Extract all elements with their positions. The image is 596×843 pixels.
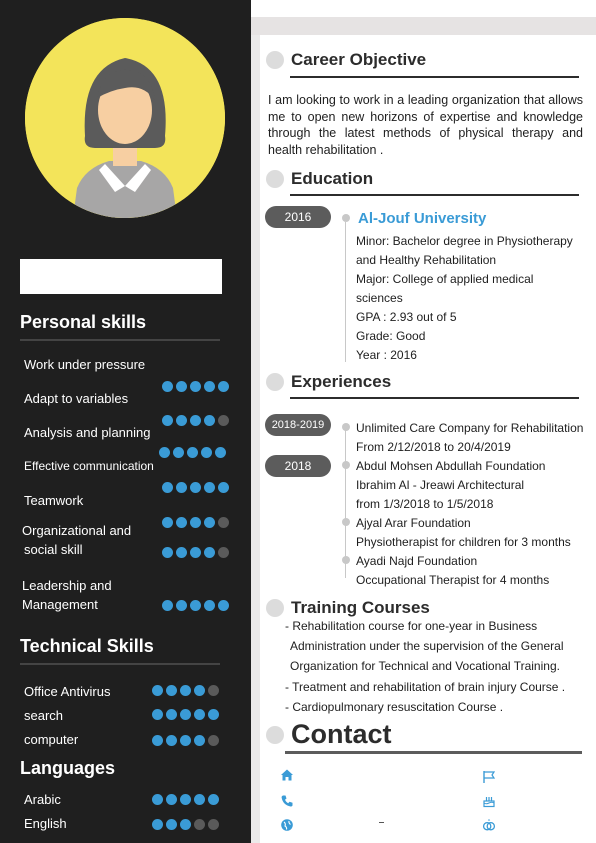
personal-skills-heading: Personal skills <box>20 312 147 332</box>
rating-dot <box>166 735 177 746</box>
language-label: English <box>24 816 67 831</box>
rating-dot <box>218 600 229 611</box>
skill-rating <box>152 685 219 696</box>
rating-dot <box>218 517 229 528</box>
rating-dot <box>194 735 205 746</box>
rating-dot <box>190 482 201 493</box>
rating-dot <box>180 819 191 830</box>
rating-dot <box>215 447 226 458</box>
rating-dot <box>180 709 191 720</box>
sidebar <box>0 0 251 843</box>
phone-icon <box>280 794 294 808</box>
rating-dot <box>204 517 215 528</box>
rating-dot <box>166 819 177 830</box>
training-line: Administration under the supervision of the General <box>290 639 564 653</box>
rating-dot <box>162 547 173 558</box>
rating-dot <box>152 735 163 746</box>
rating-dot <box>190 547 201 558</box>
career-objective-text: I am looking to work in a leading organization that allows me to open new horizons of expertise and knowledge through the latest methods of physical therapy and health rehabilitation . <box>268 93 583 157</box>
skill-label: Effective communication <box>24 459 154 473</box>
rating-dot <box>152 819 163 830</box>
rating-dot <box>194 709 205 720</box>
training-title <box>266 598 430 618</box>
section-rule <box>290 194 579 196</box>
skill-label: search <box>24 708 64 723</box>
rating-dot <box>208 794 219 805</box>
rating-dot <box>180 794 191 805</box>
rating-dot <box>190 415 201 426</box>
rating-dot <box>187 447 198 458</box>
skill-label: Analysis and planning <box>24 425 151 440</box>
rating-dot <box>152 685 163 696</box>
rating-dot <box>204 547 215 558</box>
skill-rating <box>162 381 229 392</box>
education-line: Grade: Good <box>356 329 426 343</box>
rating-dot <box>218 482 229 493</box>
section-bullet-icon <box>266 726 284 744</box>
section-bullet-icon <box>266 599 284 617</box>
rating-dot <box>190 600 201 611</box>
rating-dot <box>218 381 229 392</box>
skill-label: social skill <box>24 542 83 557</box>
language-rating <box>152 794 219 805</box>
experience-line: Occupational Therapist for 4 months <box>356 573 550 587</box>
rating-dot <box>208 819 219 830</box>
rating-dot <box>166 709 177 720</box>
language-label: Arabic <box>24 792 61 807</box>
section-bullet-icon <box>266 373 284 391</box>
cake-icon <box>482 794 496 808</box>
skill-rating <box>159 447 226 458</box>
rating-dot <box>176 517 187 528</box>
globe-icon <box>280 818 294 832</box>
year-pill: 2018 <box>265 455 331 477</box>
rating-dot <box>159 447 170 458</box>
skill-rating <box>152 709 219 720</box>
education-line: Year : 2016 <box>356 348 417 362</box>
skill-label: Adapt to variables <box>24 391 129 406</box>
section-rule <box>290 76 579 78</box>
experiences-title <box>266 372 391 392</box>
home-icon <box>280 768 294 782</box>
rating-dot <box>162 381 173 392</box>
avatar <box>25 18 225 218</box>
skill-rating <box>162 415 229 426</box>
rating-dot <box>166 685 177 696</box>
timeline-dot-icon <box>342 556 350 564</box>
rating-dot <box>208 735 219 746</box>
timeline-dot-icon <box>342 423 350 431</box>
education-line: sciences <box>356 291 403 305</box>
languages-heading: Languages <box>20 758 116 778</box>
contact-rule <box>285 751 582 754</box>
training-line: Organization for Technical and Vocational Training. <box>290 659 560 673</box>
skill-label: Office Antivirus <box>24 684 111 699</box>
year-pill: 2016 <box>265 206 331 228</box>
experience-line: Physiotherapist for children for 3 months <box>356 535 571 549</box>
rating-dot <box>204 381 215 392</box>
technical-skills-heading: Technical Skills <box>20 636 154 656</box>
rating-dot <box>176 381 187 392</box>
rating-dot <box>166 794 177 805</box>
experience-line: from 1/3/2018 to 1/5/2018 <box>356 497 494 511</box>
section-title-text: Experiences <box>291 372 392 391</box>
skill-rating <box>162 482 229 493</box>
rating-dot <box>152 709 163 720</box>
education-title <box>266 169 373 189</box>
rating-dot <box>176 482 187 493</box>
education-line: GPA : 2.93 out of 5 <box>356 310 457 324</box>
rating-dot <box>180 735 191 746</box>
rating-dot <box>162 415 173 426</box>
career-objective-title <box>266 50 426 70</box>
rating-dot <box>204 415 215 426</box>
rating-dot <box>218 415 229 426</box>
section-title-text: Career Objective <box>291 50 427 69</box>
avatar-portrait-icon <box>25 18 225 218</box>
experience-line: Ayadi Najd Foundation <box>356 554 478 568</box>
timeline-dot-icon <box>342 461 350 469</box>
personal-skills-rule <box>20 339 220 341</box>
skill-label: Organizational and <box>22 523 132 538</box>
rating-dot <box>162 482 173 493</box>
section-bullet-icon <box>266 170 284 188</box>
rating-dot <box>190 517 201 528</box>
education-line: Minor: Bachelor degree in Physiotherapy <box>356 234 573 248</box>
top-band <box>251 17 596 35</box>
rating-dot <box>176 415 187 426</box>
skill-rating <box>162 600 229 611</box>
section-rule <box>290 397 579 399</box>
rings-icon <box>482 818 496 832</box>
rating-dot <box>176 547 187 558</box>
education-line: and Healthy Rehabilitation <box>356 253 497 267</box>
skill-rating <box>162 517 229 528</box>
name-box <box>20 259 222 294</box>
experience-line: From 2/12/2018 to 20/4/2019 <box>356 440 511 454</box>
main-strip <box>251 35 260 843</box>
section-title-text: Training Courses <box>291 598 430 617</box>
skill-label: computer <box>24 732 79 747</box>
experience-line: Abdul Mohsen Abdullah Foundation <box>356 459 546 473</box>
education-line: Major: College of applied medical <box>356 272 534 286</box>
rating-dot <box>194 794 205 805</box>
experience-line: Ajyal Arar Foundation <box>356 516 471 530</box>
experience-line: Unlimited Care Company for Rehabilitation <box>356 421 584 435</box>
contact-title <box>266 719 392 750</box>
rating-dot <box>152 794 163 805</box>
skill-label: Leadership and <box>22 578 112 593</box>
skill-rating <box>152 735 219 746</box>
training-line: - Cardiopulmonary resuscitation Course . <box>285 700 504 714</box>
rating-dot <box>194 685 205 696</box>
skill-rating <box>162 547 229 558</box>
skill-label: Work under pressure <box>24 357 146 372</box>
rating-dot <box>190 381 201 392</box>
rating-dot <box>208 709 219 720</box>
rating-dot <box>176 600 187 611</box>
year-pill: 2018-2019 <box>265 414 331 436</box>
technical-skills-rule <box>20 663 220 665</box>
timeline-line <box>345 222 346 362</box>
rating-dot <box>194 819 205 830</box>
rating-dot <box>204 600 215 611</box>
timeline-dot-icon <box>342 518 350 526</box>
language-rating <box>152 819 219 830</box>
section-title-text: Education <box>291 169 374 188</box>
rating-dot <box>218 547 229 558</box>
rating-dot <box>204 482 215 493</box>
timeline-dot-icon <box>342 214 350 222</box>
training-line: - Treatment and rehabilitation of brain injury Course . <box>285 680 566 694</box>
university-name: Al-Jouf University <box>358 210 487 227</box>
experience-line: Ibrahim Al - Jreawi Architectural <box>356 478 525 492</box>
rating-dot <box>208 685 219 696</box>
section-title-text: Contact <box>291 719 392 749</box>
flag-icon <box>482 770 496 784</box>
skill-label: Teamwork <box>24 493 84 508</box>
rating-dot <box>173 447 184 458</box>
contact-divider <box>379 822 384 823</box>
rating-dot <box>162 517 173 528</box>
training-line: - Rehabilitation course for one-year in Business <box>285 619 538 633</box>
rating-dot <box>180 685 191 696</box>
skill-label: Management <box>22 597 98 612</box>
rating-dot <box>162 600 173 611</box>
section-bullet-icon <box>266 51 284 69</box>
rating-dot <box>201 447 212 458</box>
